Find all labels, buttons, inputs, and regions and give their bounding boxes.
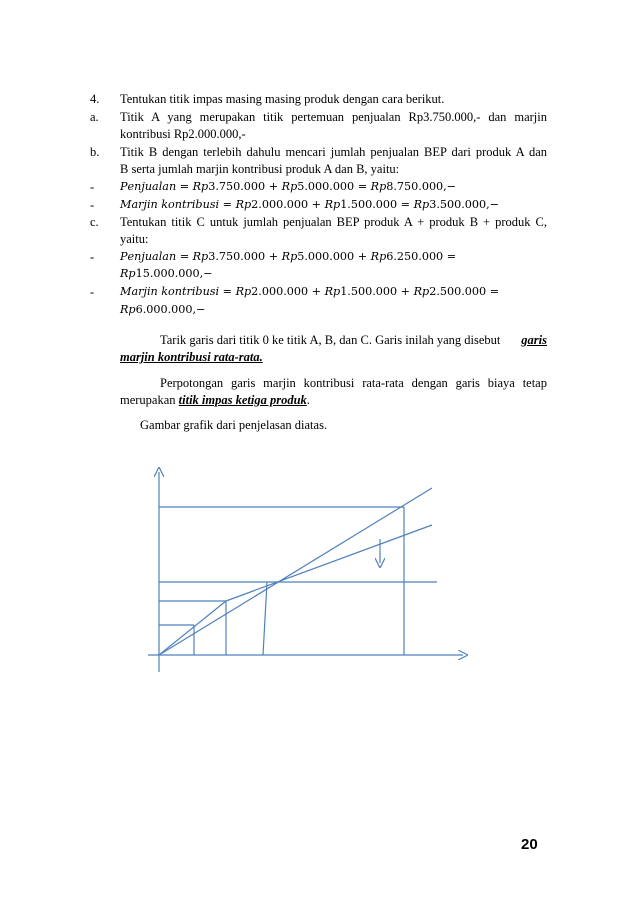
item-marker: 4. bbox=[90, 92, 100, 106]
item-text: Tentukan titik impas masing masing produk dengan cara berikut. bbox=[120, 92, 445, 106]
emphasis-term: garis bbox=[521, 333, 547, 347]
item-marker: c. bbox=[90, 215, 99, 229]
item-text: Titik B dengan terlebih dahulu mencari jumlah penjualan BEP dari produk A dan bbox=[120, 145, 547, 159]
contribution-margin-line bbox=[159, 601, 226, 655]
item-marker: b. bbox=[90, 145, 100, 159]
page-number: 20 bbox=[521, 836, 538, 853]
item-text: kontribusi Rp2.000.000,- bbox=[120, 127, 246, 141]
item-marker: a. bbox=[90, 110, 99, 124]
emphasis-term: marjin kontribusi rata-rata. bbox=[120, 350, 263, 364]
paragraph-text: Tarik garis dari titik 0 ke titik A, B, dan C. Garis inilah yang disebut bbox=[160, 333, 501, 347]
average-margin-line bbox=[226, 525, 432, 601]
formula: 𝑀𝑎𝑟𝑗𝑖𝑛 𝑘𝑜𝑛𝑡𝑟𝑖𝑏𝑢𝑠𝑖 = 𝑅𝑝2.000.000 + 𝑅𝑝1.500.000 + 𝑅𝑝2.500.000 = bbox=[120, 285, 500, 298]
gridline-bep-vertical bbox=[263, 582, 267, 655]
item-text: Tentukan titik C untuk jumlah penjualan BEP produk A + produk B + produk C, bbox=[120, 215, 547, 229]
item-marker: - bbox=[90, 285, 95, 299]
paragraph-text: merupakan bbox=[120, 393, 176, 407]
emphasis-term: titik impas ketiga produk bbox=[178, 393, 307, 407]
formula: 𝑃𝑒𝑛𝑗𝑢𝑎𝑙𝑎𝑛 = 𝑅𝑝3.750.000 + 𝑅𝑝5.000.000 = 𝑅𝑝8.750.000,− bbox=[120, 180, 457, 193]
formula: 𝑃𝑒𝑛𝑗𝑢𝑎𝑙𝑎𝑛 = 𝑅𝑝3.750.000 + 𝑅𝑝5.000.000 + 𝑅𝑝6.250.000 = bbox=[120, 250, 457, 263]
formula: 𝑅𝑝6.000.000,− bbox=[120, 303, 206, 316]
item-marker: - bbox=[90, 198, 95, 212]
item-text: B serta jumlah marjin kontribusi produk A dan B, yaitu: bbox=[120, 162, 400, 176]
item-marker: - bbox=[90, 250, 95, 264]
figure-caption: Gambar grafik dari penjelasan diatas. bbox=[140, 418, 328, 432]
item-text: Titik A yang merupakan titik pertemuan penjualan Rp3.750.000,- dan marjin bbox=[120, 110, 547, 124]
item-text: yaitu: bbox=[120, 232, 149, 246]
item-marker: - bbox=[90, 180, 95, 194]
formula: 𝑀𝑎𝑟𝑗𝑖𝑛 𝑘𝑜𝑛𝑡𝑟𝑖𝑏𝑢𝑠𝑖 = 𝑅𝑝2.000.000 + 𝑅𝑝1.500.000 = 𝑅𝑝3.500.000,− bbox=[120, 198, 500, 211]
paragraph-text: Perpotongan garis marjin kontribusi rata-rata dengan garis biaya tetap bbox=[160, 376, 547, 390]
sales-line bbox=[159, 488, 432, 655]
formula: 𝑅𝑝15.000.000,− bbox=[120, 267, 213, 280]
paragraph-text: . bbox=[306, 393, 310, 407]
